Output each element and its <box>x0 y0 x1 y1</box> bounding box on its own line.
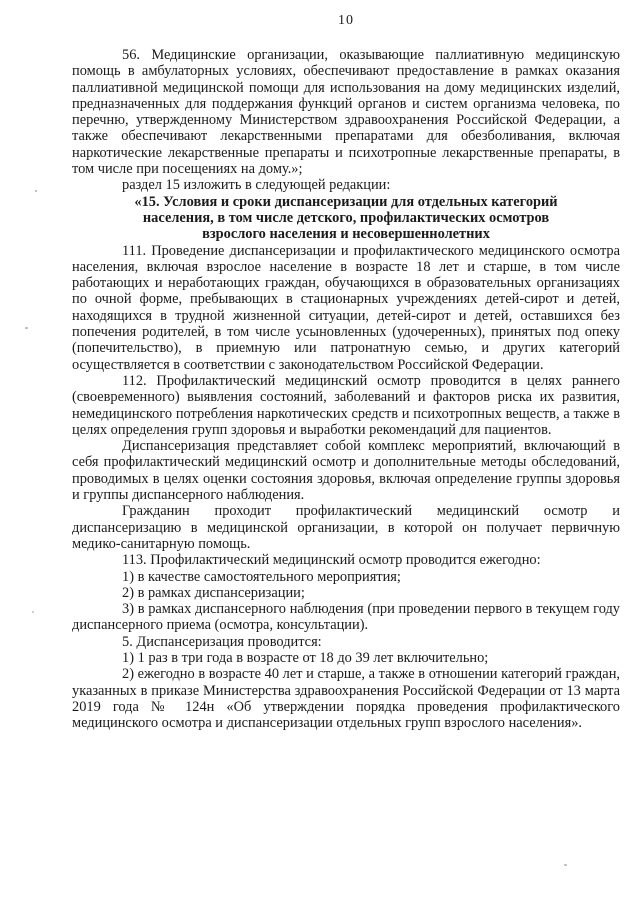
heading-line-2: населения, в том числе детского, профилактических осмотров <box>142 209 550 226</box>
scan-speck <box>25 327 28 329</box>
section-heading <box>72 194 620 243</box>
list-item-3-observation: 3) в рамках диспансерного наблюдения (при проведении первого в текущем году диспансерного приема (осмотра, консультации). <box>72 601 620 634</box>
scan-speck <box>35 190 37 192</box>
list-item-2-within-dispensary: 2) в рамках диспансеризации; <box>122 584 305 601</box>
list-item-2-age-40-plus: 2) ежегодно в возрасте 40 лет и старше, а также в отношении категорий граждан, указанных в приказе Министерства здравоохранения Российской Федерации от 13 марта 2019 года № 124н «Об утверждении порядка проведения профилактического медицинского осмотра и диспансеризации отдельных групп взрослого населения». <box>72 666 620 732</box>
paragraph-56-palliative-care: 56. Медицинские организации, оказывающие паллиативную медицинскую помощь в амбулаторных условиях, обеспечивают предоставление в рамках оказания паллиативной медицинской помощи для использования на дому медицинских изделий, предназначенных для поддержания функций органов и систем организма человека, по перечню, утвержденному Министерством здравоохранения Российской Федерации, а также обеспечивают лекарственными препаратами для обезболивания, включая наркотические лекарственные препараты и психотропные лекарственные препараты, в том числе при посещениях на дому.»; <box>72 47 620 178</box>
paragraph-112-preventive-exam-goals: 112. Профилактический медицинский осмотр проводится в целях раннего (своевременного) выявления состояний, заболеваний и факторов риска их развития, немедицинского потребления наркотических средств и психотропных веществ, а также в целях определения групп здоровья и выработки рекомендаций для пациентов. <box>72 372 620 438</box>
scan-speck <box>564 864 567 866</box>
paragraph-5-dispensary-schedule: 5. Диспансеризация проводится: <box>122 633 322 650</box>
list-item-1-age-18-39: 1) 1 раз в три года в возрасте от 18 до 39 лет включительно; <box>122 649 489 666</box>
paragraph-citizen-exam-location: Гражданин проходит профилактический медицинский осмотр и диспансеризацию в медицинской организации, в которой он получает первичную медико-санитарную помощь. <box>72 503 620 552</box>
paragraph-dispensary-definition: Диспансеризация представляет собой комплекс мероприятий, включающий в себя профилактический медицинский осмотр и дополнительные методы обследований, проводимых в целях оценки состояния здоровья, включая определение группы здоровья и группы диспансерного наблюдения. <box>72 438 620 504</box>
heading-line-1: «15. Условия и сроки диспансеризации для отдельных категорий <box>134 193 558 210</box>
list-item-1-standalone: 1) в качестве самостоятельного мероприятия; <box>122 568 401 585</box>
paragraph-section-15-intro: раздел 15 изложить в следующей редакции: <box>122 177 391 194</box>
page-content <box>72 47 620 731</box>
heading-line-3: взрослого населения и несовершеннолетних <box>202 226 490 243</box>
page-number: 10 <box>338 13 354 28</box>
paragraph-111-dispensary-coverage: 111. Проведение диспансеризации и профилактического медицинского осмотра населения, включая взрослое население в возрасте 18 лет и старше, в том числе работающих и неработающих граждан, обучающихся в образовательных организациях по очной форме, пребывающих в стационарных учреждениях детей-сирот и детей, находящихся в трудной жизненной ситуации, детей-сирот и детей, оставшихся без попечения родителей, в том числе усыновленных (удочеренных), принятых под опеку (попечительство), в приемную или патронатную семью, и других категорий осуществляется в соответствии с законодательством Российской Федерации. <box>72 242 620 373</box>
paragraph-113-annual-exam: 113. Профилактический медицинский осмотр проводится ежегодно: <box>122 552 541 569</box>
scan-speck <box>32 611 34 613</box>
